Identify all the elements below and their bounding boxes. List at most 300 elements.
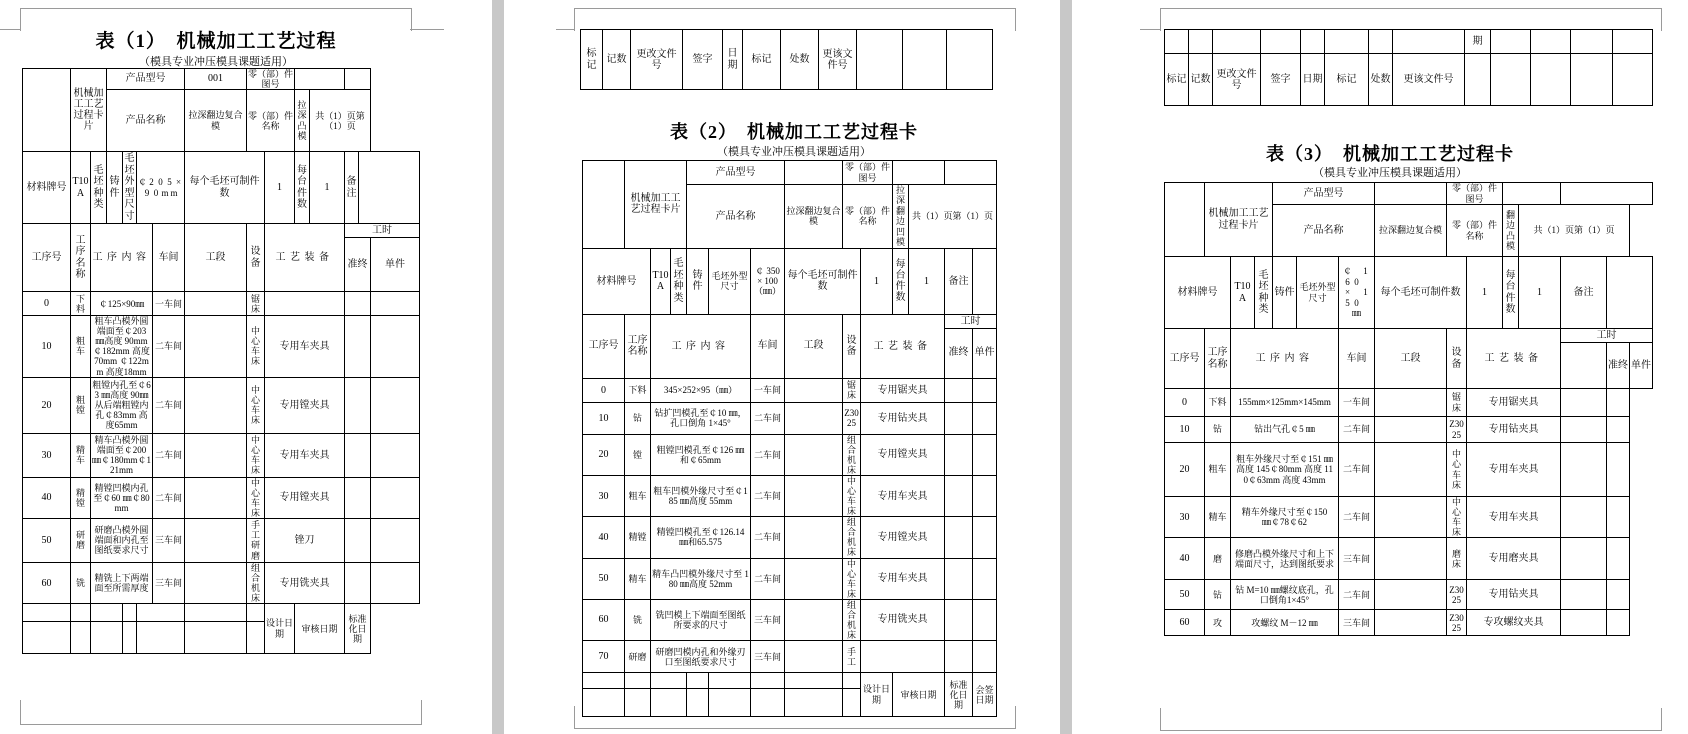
- cell-op-name: 精镗: [625, 517, 651, 558]
- t2-foot2-c6: [751, 689, 785, 717]
- t3-lbl-blank-size: 毛坯外型尺寸: [1297, 257, 1339, 329]
- cell-equipment: 锯床: [843, 378, 861, 402]
- t1-lbl-part-dwg-no: 零（部）件图号: [248, 69, 294, 90]
- t2-lbl-part-name: 零（部）件名称: [843, 185, 893, 249]
- cell-unit: [371, 562, 420, 603]
- t2-lbl-blank-kind: 毛坯种类: [671, 248, 687, 314]
- cell-workshop: 三车间: [153, 562, 185, 603]
- t3-hdr-blank-right: [1561, 183, 1653, 205]
- t3-col-op-name: 工序名称: [1205, 329, 1231, 389]
- t1-part-name-value: 拉深凸模: [295, 90, 310, 152]
- cell-tooling: [861, 641, 945, 673]
- table-row: [583, 475, 997, 516]
- table-row: [1165, 497, 1653, 538]
- cell-op-no: 0: [583, 378, 625, 402]
- cell-equipment: 组合机床: [843, 434, 861, 475]
- t2-lbl-product-name: 产品名称: [687, 185, 785, 249]
- cell-op-content: 精车凸模外圆端面至￠200 ㎜￠180mm￠121mm: [92, 434, 152, 476]
- cell-unit: [973, 434, 997, 475]
- t3-col-op-no: 工序号: [1165, 329, 1205, 389]
- cell-op-no: 30: [583, 475, 625, 516]
- cell-op-content: 钻扩凹模孔至￠10 ㎜，孔口倒角 1×45°: [651, 402, 751, 434]
- t2-card-name: 机械加工工艺过程卡片: [625, 161, 687, 249]
- t2-foot-design-date: 设计日期: [861, 673, 893, 717]
- cell-workshop: 二车间: [751, 475, 785, 516]
- cell-op-no: 50: [583, 558, 625, 599]
- t3-per-blank-value: 1: [1467, 257, 1503, 329]
- t3-lbl-pages: 共（1）页第（1）页: [1519, 205, 1630, 257]
- cell-op-no: 60: [583, 599, 625, 640]
- t1-foot2-c2: [71, 622, 91, 654]
- cell-op-no: 50: [1165, 580, 1205, 610]
- table2-change-strip: [580, 29, 993, 90]
- t3-strip-biaoji2: 标记: [1325, 54, 1369, 106]
- cell-prep: [345, 518, 371, 562]
- t2-foot-c5: [709, 673, 751, 689]
- cell-unit: [371, 292, 420, 316]
- t2-strip-genggai2: 更该文件号: [819, 30, 857, 90]
- cell-tooling: 专用镗夹具: [265, 377, 345, 433]
- cell-unit: [973, 599, 997, 640]
- cell-op-name: 铣: [71, 562, 91, 603]
- table-row: [583, 434, 997, 475]
- t3-part-name-value: 翻边凸模: [1503, 205, 1519, 257]
- cell-op-name: 精车: [71, 433, 91, 477]
- cell-op-content: 研磨凹模内孔和外缘刃口至图纸要求尺寸: [651, 641, 751, 673]
- cell-op-name: 攻: [1205, 610, 1231, 636]
- t1-lbl-material: 材料牌号: [23, 152, 71, 224]
- cell-section: [185, 377, 247, 433]
- t2-strip-jishu: 记数: [603, 30, 631, 90]
- cell-unit: [1607, 610, 1630, 636]
- cell-tooling: 专用磨夹具: [1467, 538, 1561, 580]
- table-row: [583, 641, 997, 673]
- table2-subtitle: （模具专业冲压模具课题适用）: [717, 146, 871, 158]
- t1-lbl-product-name: 产品名称: [107, 90, 185, 152]
- cell-unit: [1607, 538, 1630, 580]
- t3-strip-riqi: 日期: [1301, 54, 1325, 106]
- cell-op-no: 0: [23, 292, 71, 316]
- cell-op-content: 粗镗凹模孔至￠126 ㎜和￠65mm: [651, 434, 751, 475]
- t3-strip-blank1: [1465, 54, 1491, 106]
- cell-workshop: 一车间: [1339, 389, 1375, 417]
- t1-col-workshop: 车间: [153, 224, 185, 292]
- cell-prep: [345, 562, 371, 603]
- cell-op-content: 精车凸凹模外缘尺寸至 180 ㎜高度 52mm: [651, 558, 751, 599]
- cell-op-name: 下料: [71, 292, 91, 316]
- t3-lbl-product-name: 产品名称: [1273, 205, 1375, 257]
- t1-col-tooling: 工艺装备: [265, 224, 345, 292]
- cell-tooling: 专用铣夹具: [861, 599, 945, 640]
- cell-equipment: 组合机床: [843, 517, 861, 558]
- t1-foot-c3: [91, 604, 123, 622]
- t2-foot2-c7: [785, 689, 843, 717]
- t1-lbl-per-set: 每台件数: [295, 152, 310, 224]
- t3-card-name: 机械加工工艺过程卡片: [1205, 183, 1273, 257]
- cell-workshop: 二车间: [751, 558, 785, 599]
- t1-col-section: 工段: [185, 224, 247, 292]
- t1-lbl-product-model: 产品型号: [107, 69, 185, 90]
- cell-tooling: 专用车夹具: [1467, 497, 1561, 538]
- t3-strip-top-c1: [1165, 30, 1189, 54]
- t2-strip-biaoji: 标记: [581, 30, 603, 90]
- cell-prep: [1561, 610, 1607, 636]
- cell-section: [1375, 538, 1447, 580]
- t2-col-op-no: 工序号: [583, 314, 625, 378]
- t3-lbl-per-set: 每台件数: [1503, 257, 1519, 329]
- page2-corner-mark: [574, 8, 1016, 31]
- t3-strip-qi: 期: [1465, 30, 1491, 54]
- table1-subtitle: （模具专业冲压模具课题适用）: [139, 56, 293, 68]
- cell-equipment: 中心车床: [843, 558, 861, 599]
- cell-workshop: 三车间: [751, 641, 785, 673]
- cell-equipment: Z3025: [1447, 580, 1467, 610]
- t2-foot2-c8: [843, 689, 861, 717]
- cell-op-no: 0: [1165, 389, 1205, 417]
- cell-equipment: Z3025: [843, 402, 861, 434]
- cell-prep: [945, 599, 973, 640]
- cell-op-content: 粗镗内孔至￠63 ㎜高度 90㎜ 从后端粗镗内孔￠83mm 高度65mm: [91, 377, 153, 433]
- t1-lbl-per-blank: 每个毛坯可制件数: [185, 152, 265, 224]
- t3-col-equipment: 设备: [1447, 329, 1467, 389]
- t3-strip-top-c2: [1189, 30, 1213, 54]
- cell-unit: [973, 378, 997, 402]
- t2-foot2-c3: [651, 689, 687, 717]
- cell-workshop: 二车间: [1339, 443, 1375, 497]
- t1-col-op-content: 工序内容: [91, 224, 153, 292]
- cell-op-name: 下料: [625, 378, 651, 402]
- table-row: [23, 477, 420, 518]
- cell-workshop: 二车间: [751, 402, 785, 434]
- t3-strip-blank5: [1613, 54, 1653, 106]
- cell-unit: [1607, 443, 1630, 497]
- cell-op-name: 精镗: [71, 477, 91, 518]
- cell-op-name: 磨: [1205, 538, 1231, 580]
- t3-strip-top-c5: [1301, 30, 1325, 54]
- cell-section: [185, 433, 247, 477]
- cell-op-content: 钻出气孔￠5 ㎜: [1231, 417, 1339, 443]
- t3-strip-top-c6: [1325, 30, 1369, 54]
- t2-blank-size-value: ￠ 350 × 100（㎜）: [751, 248, 785, 314]
- table3-change-strip: [1164, 29, 1653, 106]
- t2-product-model-value: [785, 161, 843, 185]
- t2-strip-chushu: 处数: [781, 30, 819, 90]
- cell-equipment: 中心车床: [1447, 443, 1467, 497]
- cell-workshop: 二车间: [1339, 417, 1375, 443]
- cell-tooling: 专用车夹具: [861, 558, 945, 599]
- cell-op-content: 粗车外缘尺寸至￠151 ㎜高度 145￠80mm 高度 110￠63mm 高度 43mm: [1231, 443, 1339, 497]
- cell-equipment: 中心车床: [247, 433, 265, 477]
- cell-unit: [371, 316, 420, 377]
- cell-section: [1375, 389, 1447, 417]
- table-row: [583, 402, 997, 434]
- t2-strip-qianzi: 签字: [683, 30, 723, 90]
- cell-prep: [945, 558, 973, 599]
- t2-lbl-casting: 铸件: [687, 248, 709, 314]
- t1-col-manhour: 工时: [345, 224, 420, 238]
- cell-op-name: 粗车: [71, 316, 91, 377]
- table-row: [23, 562, 420, 603]
- cell-tooling: 专用车夹具: [265, 316, 345, 377]
- cell-tooling: [265, 292, 345, 316]
- cell-unit: [973, 641, 997, 673]
- t3-strip-biaoji: 标记: [1165, 54, 1189, 106]
- table3-rows: [1165, 389, 1653, 636]
- t3-strip-top-c10: [1491, 30, 1531, 54]
- t1-foot2-c3: [91, 622, 123, 654]
- table3-subtitle: （模具专业冲压模具课题适用）: [1313, 167, 1467, 179]
- page1-bottom-corner-mark: [20, 700, 422, 725]
- t1-foot-c1: [23, 604, 71, 622]
- cell-unit: [371, 518, 420, 562]
- t2-strip-blank1: [857, 30, 903, 90]
- cell-workshop: 三车间: [751, 599, 785, 640]
- t3-material-value: T10A: [1231, 257, 1255, 329]
- cell-prep: [1561, 580, 1607, 610]
- cell-section: [785, 378, 843, 402]
- t3-col-prep: 准终: [1607, 343, 1630, 389]
- t2-lbl-per-blank: 每个毛坯可制件数: [785, 248, 861, 314]
- cell-op-name: 粗镗: [71, 377, 91, 433]
- cell-equipment: 中心车床: [247, 316, 265, 377]
- t2-col-workshop: 车间: [751, 314, 785, 378]
- t1-foot2-c6: [185, 622, 247, 654]
- t1-lbl-casting: 铸件: [107, 152, 123, 224]
- cell-op-no: 20: [583, 434, 625, 475]
- page3-corner-mark: [1160, 8, 1662, 31]
- t2-col-op-name: 工序名称: [625, 314, 651, 378]
- t3-strip-genggai2: 更该文件号: [1393, 54, 1465, 106]
- table3-worksheet: [1164, 182, 1653, 636]
- t1-part-dwg-no-value: [295, 69, 345, 90]
- table-row: [23, 316, 420, 377]
- cell-unit: [371, 477, 420, 518]
- cell-equipment: 中心车床: [247, 377, 265, 433]
- cell-section: [185, 562, 247, 603]
- cell-op-no: 10: [1165, 417, 1205, 443]
- t3-lbl-blank-kind: 毛坯种类: [1255, 257, 1273, 329]
- cell-section: [785, 558, 843, 599]
- cell-equipment: Z3025: [1447, 610, 1467, 636]
- t1-per-set-value: 1: [310, 152, 345, 224]
- t3-col-workshop: 车间: [1339, 329, 1375, 389]
- t2-lbl-per-set: 每台件数: [893, 248, 909, 314]
- cell-op-name: 研磨: [71, 518, 91, 562]
- t1-lbl-pages: 共（1）页第（1）页: [310, 90, 371, 152]
- table-row: [1165, 580, 1653, 610]
- cell-op-content: 精镗凹模内孔至￠60 ㎜￠80mm: [91, 477, 153, 518]
- cell-equipment: 中心车床: [247, 477, 265, 518]
- t2-part-name-value: 拉深翻边凹模: [893, 185, 909, 249]
- t2-foot2-c2: [625, 689, 651, 717]
- t2-per-set-value: 1: [909, 248, 945, 314]
- t3-strip-top-c12: [1571, 30, 1613, 54]
- page-gap-2: [1060, 0, 1072, 734]
- cell-op-no: 50: [23, 518, 71, 562]
- cell-prep: [1561, 538, 1607, 580]
- cell-prep: [945, 434, 973, 475]
- t3-per-set-value: 1: [1519, 257, 1561, 329]
- cell-op-no: 20: [23, 377, 71, 433]
- cell-section: [785, 475, 843, 516]
- t1-lbl-remark: 备注: [345, 152, 359, 224]
- table2-title: 表（2） 机械加工工艺过程卡: [670, 122, 918, 142]
- t2-col-manhour: 工时: [945, 314, 997, 328]
- cell-op-content: 钻 M=10 ㎜螺纹底孔，孔口倒角1×45°: [1231, 580, 1339, 610]
- cell-op-content: 研磨凸模外圆端面和内孔至图纸要求尺寸: [91, 518, 153, 562]
- t2-col-op-content: 工序内容: [651, 314, 751, 378]
- table-row: [23, 433, 420, 477]
- cell-op-content: 155mm×125mm×145mm: [1231, 389, 1339, 417]
- cell-prep: [1561, 389, 1607, 417]
- cell-tooling: 专用镗夹具: [265, 477, 345, 518]
- t1-foot-c5: [137, 604, 185, 622]
- cell-workshop: 二车间: [153, 377, 185, 433]
- cell-prep: [345, 316, 371, 377]
- cell-section: [185, 477, 247, 518]
- t2-col-equipment: 设备: [843, 314, 861, 378]
- t3-strip-top-c13: [1613, 30, 1653, 54]
- t3-strip-qianzi: 签字: [1261, 54, 1301, 106]
- cell-workshop: 二车间: [153, 316, 185, 377]
- document-page-1: [0, 0, 492, 734]
- t1-foot-std-date: 标准化日期: [345, 604, 371, 654]
- table-row: [23, 292, 420, 316]
- cell-workshop: 三车间: [153, 518, 185, 562]
- cell-tooling: 专攻螺纹夹具: [1467, 610, 1561, 636]
- table-row: [1165, 443, 1653, 497]
- t3-lbl-material: 材料牌号: [1165, 257, 1231, 329]
- cell-tooling: 专用镗夹具: [861, 517, 945, 558]
- cell-workshop: 二车间: [153, 433, 185, 477]
- cell-op-no: 30: [23, 433, 71, 477]
- table1-worksheet: [22, 68, 420, 654]
- t2-lbl-product-model: 产品型号: [687, 161, 785, 185]
- cell-op-name: 精车: [1205, 497, 1231, 538]
- cell-op-name: 粗车: [625, 475, 651, 516]
- cell-tooling: 专用锯夹具: [861, 378, 945, 402]
- page2-corner-mark-left: [556, 29, 575, 30]
- t2-foot2-c4: [687, 689, 709, 717]
- t2-lbl-part-dwg-no: 零（部）件图号: [843, 161, 893, 185]
- t3-strip-jishu: 记数: [1189, 54, 1213, 106]
- cell-op-content: 精镗凹模孔至￠126.14 ㎜和65.575: [651, 517, 751, 558]
- t3-strip-top-c7: [1369, 30, 1393, 54]
- cell-tooling: 专用钻夹具: [861, 402, 945, 434]
- t2-foot-std-date: 标准化日期: [945, 673, 973, 717]
- cell-prep: [945, 402, 973, 434]
- cell-unit: [371, 377, 420, 433]
- cell-equipment: 中心车床: [843, 475, 861, 516]
- table-row: [23, 518, 420, 562]
- cell-section: [185, 292, 247, 316]
- cell-unit: [1607, 497, 1630, 538]
- cell-op-no: 60: [1165, 610, 1205, 636]
- cell-tooling: 专用车夹具: [1467, 443, 1561, 497]
- t2-foot2-c5: [709, 689, 751, 717]
- t1-col-op-name: 工序名称: [71, 224, 91, 292]
- t1-foot-c7: [247, 604, 265, 622]
- t3-blank-size-value: ￠ 16 0× 15 0㎜: [1339, 257, 1375, 329]
- cell-prep: [945, 517, 973, 558]
- t3-col-prep-pad: [1561, 343, 1607, 389]
- cell-op-no: 70: [583, 641, 625, 673]
- cell-unit: [1607, 389, 1630, 417]
- cell-op-no: 30: [1165, 497, 1205, 538]
- cell-section: [785, 641, 843, 673]
- t3-lbl-remark: 备注: [1561, 257, 1607, 329]
- cell-section: [1375, 497, 1447, 538]
- page-gap-1: [492, 0, 504, 734]
- t1-foot2-c7: [247, 622, 265, 654]
- t3-col-tooling: 工艺装备: [1467, 329, 1561, 389]
- t3-strip-top-c8: [1393, 30, 1465, 54]
- t2-part-dwg-no-value: [893, 161, 945, 185]
- cell-prep: [1561, 443, 1607, 497]
- cell-equipment: 锯床: [1447, 389, 1467, 417]
- t1-col-equipment: 设备: [247, 224, 265, 292]
- t2-hdr-blank-right: [945, 161, 997, 185]
- t2-strip-biaoji2: 标记: [743, 30, 781, 90]
- cell-op-content: ￠125×90㎜: [91, 292, 153, 316]
- t1-foot2-c4: [123, 622, 137, 654]
- document-page-3: [1072, 0, 1688, 734]
- cell-section: [1375, 580, 1447, 610]
- cell-workshop: 二车间: [751, 434, 785, 475]
- t1-foot-c6: [185, 604, 247, 622]
- cell-op-no: 10: [583, 402, 625, 434]
- cell-tooling: 专用镗夹具: [861, 434, 945, 475]
- cell-unit: [973, 558, 997, 599]
- cell-section: [785, 402, 843, 434]
- cell-equipment: 组合机床: [247, 562, 265, 603]
- t2-foot-c7: [785, 673, 843, 689]
- cell-op-no: 10: [23, 316, 71, 377]
- cell-prep: [345, 292, 371, 316]
- t2-foot-sign-date: 会签日期: [973, 673, 997, 717]
- t2-strip-genggai: 更改文件号: [631, 30, 683, 90]
- table-row: [583, 558, 997, 599]
- cell-prep: [1561, 497, 1607, 538]
- cell-op-content: 345×252×95（㎜）: [651, 378, 751, 402]
- t1-lbl-part-name: 零（部）件名称: [247, 90, 295, 152]
- t1-product-model-value: 001: [185, 69, 247, 90]
- t2-foot-c8: [843, 673, 861, 689]
- cell-op-name: 下料: [1205, 389, 1231, 417]
- t3-part-dwg-no-value: [1503, 183, 1561, 205]
- t2-blank-corner: [583, 161, 625, 249]
- t1-foot-c2: [71, 604, 91, 622]
- cell-section: [785, 517, 843, 558]
- t3-product-model-value: [1375, 183, 1447, 205]
- cell-op-content: 铣凹模上下端面至图纸所要求的尺寸: [651, 599, 751, 640]
- t1-foot2-c5: [137, 622, 185, 654]
- cell-equipment: 锯床: [247, 292, 265, 316]
- t3-lbl-casting: 铸件: [1273, 257, 1297, 329]
- cell-unit: [1607, 417, 1630, 443]
- cell-section: [785, 434, 843, 475]
- cell-workshop: 二车间: [1339, 580, 1375, 610]
- table-row: [23, 377, 420, 433]
- t1-remark-value: [359, 152, 420, 224]
- cell-tooling: 专用钻夹具: [1467, 417, 1561, 443]
- t2-material-value: T10A: [651, 248, 671, 314]
- t3-strip-chushu: 处数: [1369, 54, 1393, 106]
- t1-card-name: 机械加工工艺过程卡片: [71, 69, 107, 152]
- cell-equipment: 中心车床: [1447, 497, 1467, 538]
- cell-tooling: 专用车夹具: [861, 475, 945, 516]
- t3-lbl-part-name: 零（部）件名称: [1447, 205, 1503, 257]
